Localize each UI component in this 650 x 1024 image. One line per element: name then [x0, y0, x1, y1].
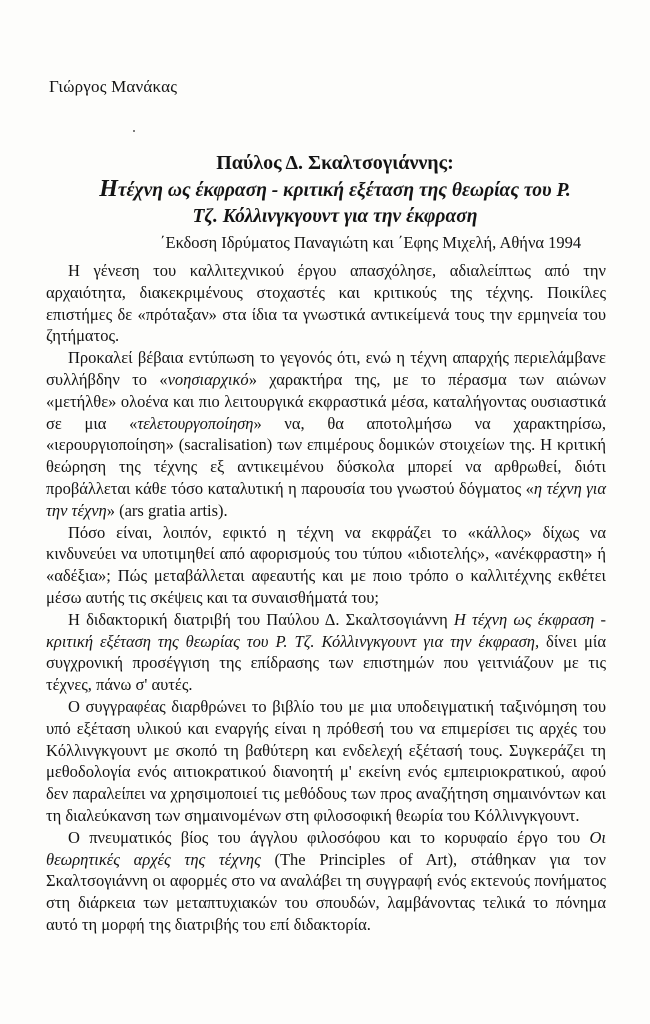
p2-italic-2: τελετουργοποίηση [137, 413, 254, 433]
paragraph-2 [46, 347, 606, 521]
book-title-line-1: τέχνη ως έκφραση - κριτική εξέταση της θεωρίας του Ρ. [117, 180, 571, 201]
p2-italic-3: η τέχνη για την τέχνη [46, 478, 606, 520]
running-header-author: Γιώργος Μανάκας [49, 77, 178, 96]
p2-italic-1: νοησιαρχικό [167, 369, 249, 389]
paragraph-4 [46, 609, 606, 696]
speck [133, 130, 135, 132]
book-author-title: Παύλος Δ. Σκαλτσογιάννης: [216, 152, 454, 174]
p6-italic: Οι θεωρητικές αρχές της τέχνης [46, 827, 606, 869]
p4-text-b: δίνει μία συγχρονική προσέγγιση της επίδρασης των επιστημών που γειτνιάζουν με τις τέχνες, πάνω σ' αυτές. [46, 631, 606, 695]
review-body [46, 260, 606, 936]
review-heading [40, 150, 630, 254]
p4-text-a: Η διδακτορική διατριβή του Παύλου Δ. Σκαλτσογιάννη [68, 609, 454, 629]
paragraph-1: Η γένεση του καλλιτεχνικού έργου απασχόλησε, αδιαλείπτως από την αρχαιότητα, διακεκριμένους στοχαστές και κριτικούς της τέχνης. Ποικίλες επιστήμες δε «πρόταξαν» στα ίδια τα γνωστικά αντικείμενά τους την ερμηνεία του ζητήματος. [46, 261, 606, 346]
p2-text-d: » (ars gratia artis). [106, 500, 228, 520]
p2-text-b: » χαρακτήρα της, με το πέρασμα των αιώνων «μετήλθε» ολοένα και πιο λειτουργικά εκφραστικά μέσα, καταλήγοντας ουσιαστικά σε μια « [46, 369, 606, 433]
book-title [40, 176, 630, 230]
p2-text-a: Προκαλεί βέβαια εντύπωση το γεγονός ότι, ενώ η τέχνη απαρχής περιελάμβανε συλλήβδην το « [46, 348, 606, 389]
p6-text-b: (The Principles of Art), στάθηκαν για τον Σκαλτσογιάννη οι αφορμές στο να αναλάβει τη συγγραφή ενός εκτενούς πονήματος στη διάρκεια των μεταπτυχιακών του σπουδών, λαμβάνοντας τελικά το πόνημα αυτό τη μορφή της διατριβής του επί διδακτορία. [46, 849, 606, 934]
publication-info: ΄Εκδοση Ιδρύματος Παναγιώτη και ΄Εφης Μιχελή, Αθήνα 1994 [160, 233, 582, 252]
p4-italic: Η τέχνη ως έκφραση - κριτική εξέταση της θεωρίας του Ρ. Τζ. Κόλλινγκγουντ για την έκφραση, [46, 609, 606, 651]
p6-text-a: Ο πνευματικός βίος του άγγλου φιλοσόφου και το κορυφαίο έργο του [68, 827, 590, 847]
book-title-line-2: Τζ. Κόλλινγκγουντ για την έκφραση [192, 206, 478, 227]
p2-text-c: » να, θα απoτολμήσω να χαρακτηρίσω, «ιερουργιοποίηση» (sacralisation) των επιμέρους δομικών στοιχείων της. Η κριτική θεώρηση της τέχνης εξ αντικειμένου δύσκολα μπορεί να αρθρωθεί, διότι προβάλλεται κάθε τόσο καταλυτική η παρουσία του γνωστού δόγματος « [46, 413, 606, 498]
paragraph-6 [46, 827, 606, 936]
book-title-initial: Η [99, 176, 118, 202]
paragraph-5: Ο συγγραφέας διαρθρώνει το βιβλίο του με μια υποδειγματική ταξινόμηση του υπό εξέταση υλικού και εναργής είναι η πρόθεσή του να επιμερίσει τις αρχές του Κόλλινγκγουντ με σκοπό τη βαθύτερη και ενδελεχή εξέτασή τους. Συγκεράζει τη μεθοδολογία ενός αιτιοκρατικού διανοητή μ' εκείνη ενός εμπειριοκρατικού, αφού δεν παραλείπει να χρησιμοποιεί τις μεθόδους των προς αναζήτηση σημαινόντων και τη διαλεύκανση των σημαινομένων στη φιλοσοφική θεωρία του Κόλλινγκγουντ. [46, 696, 606, 825]
paragraph-3: Πόσο είναι, λοιπόν, εφικτό η τέχνη να εκφράζει το «κάλλος» δίχως να κινδυνεύει να υποτιμηθεί από αφορισμούς του τύπου «ιδιοτελής», «ανέκφραστη» ή «αδέξια»; Πώς μεταβάλλεται αφεαυτής και με ποιο τρόπο ο καλλιτέχνης εκθέτει μέσω αυτής τις σκέψεις και τα συναισθήματά του; [46, 522, 606, 607]
